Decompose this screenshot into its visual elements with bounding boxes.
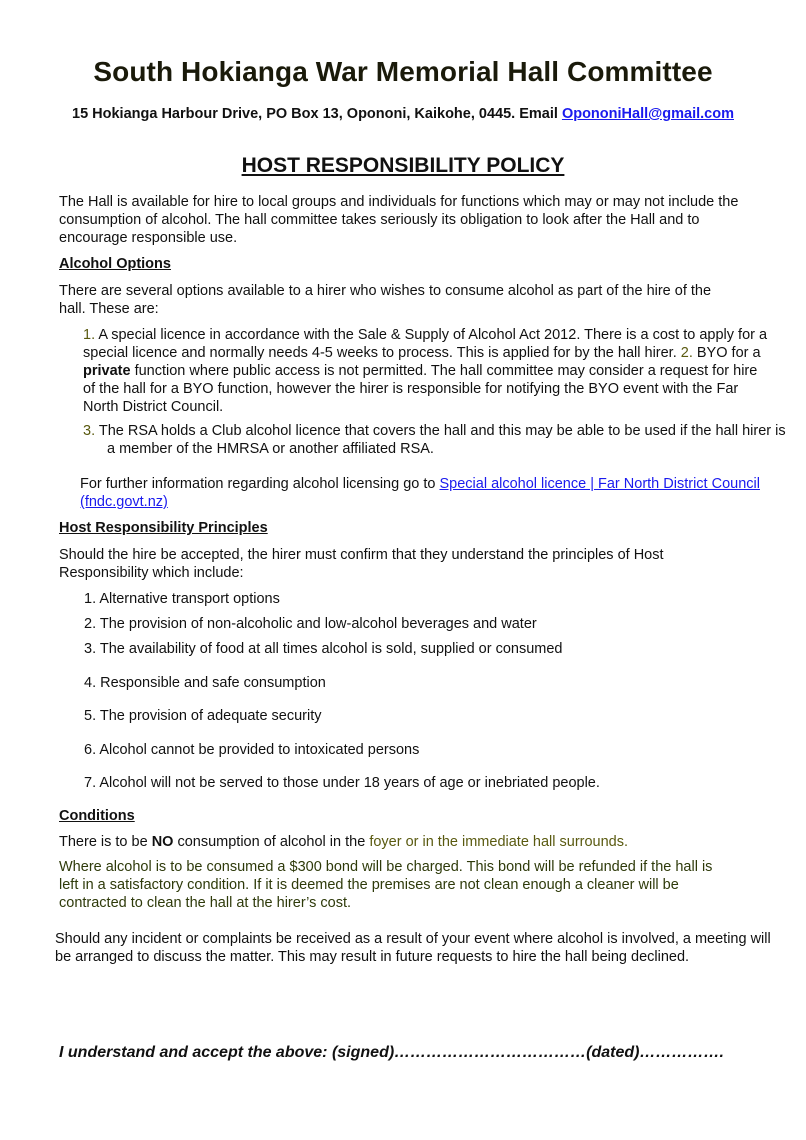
alcohol-options-intro: There are several options available to a hirer who wishes to consume alcohol as part of the hire of the hall. These are: xyxy=(59,283,712,317)
principles-intro: Should the hire be accepted, the hirer must confirm that they understand the principles of Host Responsibility which include: xyxy=(59,547,664,581)
principle-item: 5. The provision of adequate security xyxy=(84,708,322,724)
principle-item: 2. The provision of non-alcoholic and low-alcohol beverages and water xyxy=(84,616,537,632)
condition-pre: There is to be xyxy=(59,834,152,850)
alcohol-option-3 xyxy=(83,422,797,458)
fndc-licence-link[interactable]: Special alcohol licence | Far North District Council (fndc.govt.nz) xyxy=(80,476,760,510)
principle-item: 3. The availability of food at all times alcohol is sold, supplied or consumed xyxy=(84,641,563,657)
organisation-title: South Hokianga War Memorial Hall Committee xyxy=(93,56,713,87)
condition-post: foyer or in the immediate hall surrounds. xyxy=(369,834,629,850)
principle-item: 7. Alcohol will not be served to those under 18 years of age or inebriated people. xyxy=(84,775,600,791)
option-3-text: The RSA holds a Club alcohol licence that covers the hall and this may be able to be used if the hall hirer is a member of the HMRSA or another affiliated RSA. xyxy=(95,423,786,457)
option-1-number: 1. xyxy=(83,327,96,343)
no-alcohol-condition xyxy=(59,833,759,851)
conditions-heading: Conditions xyxy=(59,808,135,824)
address-line xyxy=(0,106,806,122)
option-1-text: A special licence in accordance with the Sale & Supply of Alcohol Act 2012. There is a cost to apply for a special licence and normally needs 4-5 weeks to process. This is applied for by the hall hirer. xyxy=(83,327,768,361)
alcohol-options-heading: Alcohol Options xyxy=(59,256,171,272)
option-2-number: 2. xyxy=(680,345,693,361)
option-2-post: function where public access is not permitted. The hall committee may consider a request for hire of the hall for a BYO function, however the hirer is responsible for notifying the BYO event with the Far North District Council. xyxy=(83,363,758,415)
principles-heading: Host Responsibility Principles xyxy=(59,520,268,536)
principle-item: 6. Alcohol cannot be provided to intoxicated persons xyxy=(84,742,420,758)
condition-bold: NO xyxy=(151,834,174,850)
option-2-bold: private xyxy=(83,363,131,379)
alcohol-option-1-and-2 xyxy=(83,326,773,416)
incident-condition: Should any incident or complaints be received as a result of your event where alcohol is involved, a meeting will be arranged to discuss the matter. This may result in future requests to hire the hall being declined. xyxy=(55,931,771,965)
address-text: 15 Hokianga Harbour Drive, PO Box 13, Opononi, Kaikohe, 0445. Email xyxy=(72,106,558,122)
option-3-number: 3. xyxy=(83,423,96,439)
email-link[interactable]: OpononiHall@gmail.com xyxy=(561,106,734,122)
further-info xyxy=(80,475,790,511)
policy-title: HOST RESPONSIBILITY POLICY xyxy=(241,154,565,177)
principle-item: 4. Responsible and safe consumption xyxy=(84,675,326,691)
intro-paragraph: The Hall is available for hire to local groups and individuals for functions which may or may not include the consumption of alcohol. The hall committee takes seriously its obligation to look after the Hall and to encourage responsible use. xyxy=(59,194,739,246)
condition-mid: consumption of alcohol in the xyxy=(173,834,370,850)
bond-condition: Where alcohol is to be consumed a $300 bond will be charged. This bond will be refunded if the hall is left in a satisfactory condition. If it is deemed the premises are not clean enough a cleaner will be contracted to clean the hall at the hirer’s cost. xyxy=(59,859,713,911)
further-info-text: For further information regarding alcohol licensing go to xyxy=(80,476,436,492)
signature-line: I understand and accept the above: (signed)………………………………(dated)……………. xyxy=(59,1044,724,1061)
principle-item: 1. Alternative transport options xyxy=(84,591,280,607)
option-2-pre: BYO for a xyxy=(692,345,761,361)
